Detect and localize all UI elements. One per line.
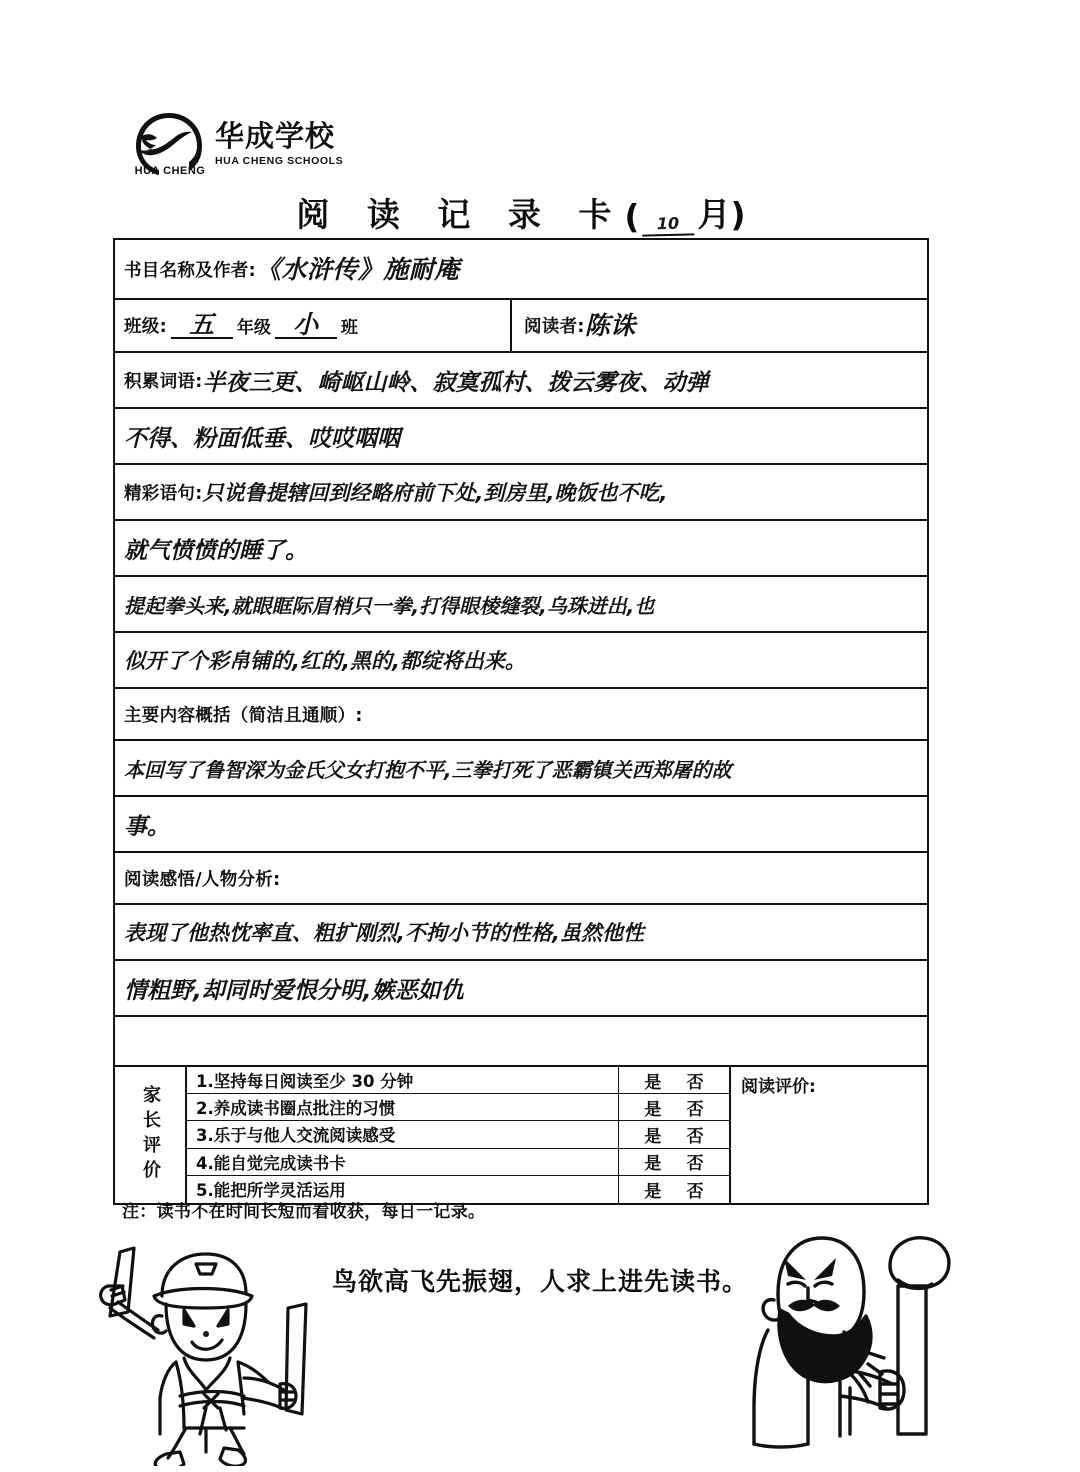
cartoon-bearded-monk-with-staff-icon (740, 1232, 990, 1468)
quote-value-line2: 就气愤愤的睡了。 (124, 537, 308, 564)
parent-item-label: 3.乐于与他人交流阅读感受 (187, 1121, 619, 1147)
choice-no[interactable]: 否 (686, 1154, 704, 1175)
school-logo (133, 108, 363, 180)
logo-wordmark (215, 121, 343, 166)
page-title (113, 186, 929, 236)
reading-record-form (113, 238, 929, 1205)
summary-label: 主要内容概括（简洁且通顺）: (124, 705, 363, 726)
cell-vocabulary-1 (115, 353, 927, 407)
svg-text:HUA CHENG: HUA CHENG (134, 165, 206, 177)
parent-evaluation-items (187, 1067, 731, 1203)
choice-yes[interactable]: 是 (644, 1126, 662, 1147)
cell-empty-spacer (115, 1017, 927, 1065)
row-reflection-2 (115, 961, 927, 1017)
cell-class (115, 300, 510, 351)
parent-evaluation-label: 家长评价 (140, 1084, 161, 1185)
class-suffix: 班 (340, 318, 358, 338)
table-row (187, 1121, 729, 1148)
parent-item-label: 1.坚持每日阅读至少 30 分钟 (187, 1067, 619, 1093)
summary-value-line1: 本回写了鲁智深为金氏父女打抱不平,三拳打死了恶霸镇关西郑屠的故 (124, 757, 732, 782)
title-month-unit-and-close (697, 189, 745, 236)
choice-no[interactable]: 否 (686, 1099, 704, 1120)
logo-name-en: HUA CHENG SCHOOLS (215, 154, 344, 167)
parent-item-choices (619, 1067, 729, 1093)
cell-summary-1 (115, 741, 927, 795)
row-summary-header (115, 689, 927, 741)
choice-no[interactable]: 否 (686, 1072, 704, 1093)
vocabulary-label: 积累词语: (124, 371, 203, 392)
row-book-title (115, 240, 927, 300)
parent-item-choices (619, 1176, 729, 1203)
row-summary-2 (115, 797, 927, 853)
logo-name-cn: 华成学校 (215, 119, 336, 154)
row-parent-evaluation (115, 1067, 927, 1203)
row-reflection-header (115, 853, 927, 905)
footer-note: 注：读书不在时间长短而看收获，每日一记录。 (122, 1202, 486, 1222)
cell-quote-1 (115, 465, 927, 519)
parent-evaluation-table (115, 1067, 927, 1203)
book-title-label: 书目名称及作者: (124, 260, 256, 281)
reflection-value-line2: 情粗野,却同时爱恨分明,嫉恶如仇 (124, 977, 464, 1004)
table-row (187, 1094, 729, 1121)
cell-reader (510, 300, 927, 351)
class-reader-divider (510, 300, 512, 351)
cell-quote-2 (115, 521, 927, 575)
row-class-reader (115, 300, 927, 353)
reflection-value-line1: 表现了他热忱率直、粗扩刚烈,不拘小节的性格,虽然他性 (124, 921, 644, 945)
summary-value-line2: 事。 (124, 813, 170, 840)
row-vocabulary-2 (115, 409, 927, 465)
row-empty-spacer (115, 1017, 927, 1067)
reading-evaluation-label: 阅读评价: (741, 1077, 816, 1097)
row-summary-1 (115, 741, 927, 797)
choice-yes[interactable]: 是 (644, 1072, 662, 1093)
row-reflection-1 (115, 905, 927, 961)
vocabulary-value-line1: 半夜三更、崎岖山岭、寂寞孤村、拨云雾夜、动弹 (202, 369, 709, 396)
parent-evaluation-label-cell (115, 1067, 187, 1203)
cell-summary-2 (115, 797, 927, 851)
table-row (187, 1067, 729, 1094)
huacheng-dove-logo-icon (133, 110, 207, 178)
quote-value-line3: 提起拳头来,就眼眶际眉梢只一拳,打得眼棱缝裂,乌珠迸出,也 (124, 593, 655, 618)
cell-vocabulary-2 (115, 409, 927, 463)
cell-summary-header (115, 689, 927, 739)
reader-label: 阅读者: (524, 317, 585, 337)
book-title-value: 《水浒传》施耐庵 (255, 254, 460, 284)
choice-yes[interactable]: 是 (644, 1181, 662, 1202)
table-row (187, 1149, 729, 1176)
class-label: 班级: (124, 317, 167, 337)
title-month-unit: 月 (697, 195, 731, 234)
vocabulary-value-line2: 不得、粉面低垂、哎哎咽咽 (124, 425, 400, 452)
choice-yes[interactable]: 是 (644, 1099, 662, 1120)
choice-yes[interactable]: 是 (644, 1154, 662, 1175)
row-quote-1 (115, 465, 927, 521)
class-number-value: 小 (275, 312, 337, 339)
footer-slogan: 鸟欲高飞先振翅，人求上进先读书。 (331, 1267, 748, 1296)
cell-quote-3 (115, 577, 927, 631)
choice-no[interactable]: 否 (686, 1126, 704, 1147)
title-month-value: 10 (642, 213, 695, 236)
class-grade-suffix: 年级 (236, 318, 271, 338)
parent-item-choices (619, 1094, 729, 1120)
parent-item-label: 5.能把所学灵活运用 (187, 1176, 619, 1203)
quote-label: 精彩语句: (124, 483, 203, 504)
cell-reflection-2 (115, 961, 927, 1015)
row-quote-2 (115, 521, 927, 577)
quote-value-line1: 只说鲁提辖回到经略府前下处,到房里,晚饭也不吃, (202, 481, 668, 505)
page-title-text: 阅 读 记 录 卡 (296, 195, 625, 234)
title-paren-open: ( (624, 197, 640, 236)
parent-item-label: 4.能自觉完成读书卡 (187, 1149, 619, 1175)
choice-no[interactable]: 否 (686, 1181, 704, 1202)
reading-evaluation-cell[interactable] (731, 1067, 927, 1203)
parent-item-choices (619, 1149, 729, 1175)
cell-quote-4 (115, 633, 927, 687)
parent-item-choices (619, 1121, 729, 1147)
row-quote-4 (115, 633, 927, 689)
reader-value: 陈诛 (584, 311, 636, 340)
class-grade-value: 五 (171, 312, 233, 339)
row-vocabulary-1 (115, 353, 927, 409)
title-paren-close-glyph: ) (730, 195, 746, 234)
cell-reflection-1 (115, 905, 927, 959)
reflection-label: 阅读感悟/人物分析: (124, 869, 281, 890)
parent-item-label: 2.养成读书圈点批注的习惯 (187, 1094, 619, 1120)
cell-reflection-header (115, 853, 927, 903)
cell-book-title (115, 240, 927, 298)
quote-value-line4: 似开了个彩帛铺的,红的,黑的,都绽将出来。 (124, 649, 526, 673)
row-quote-3 (115, 577, 927, 633)
